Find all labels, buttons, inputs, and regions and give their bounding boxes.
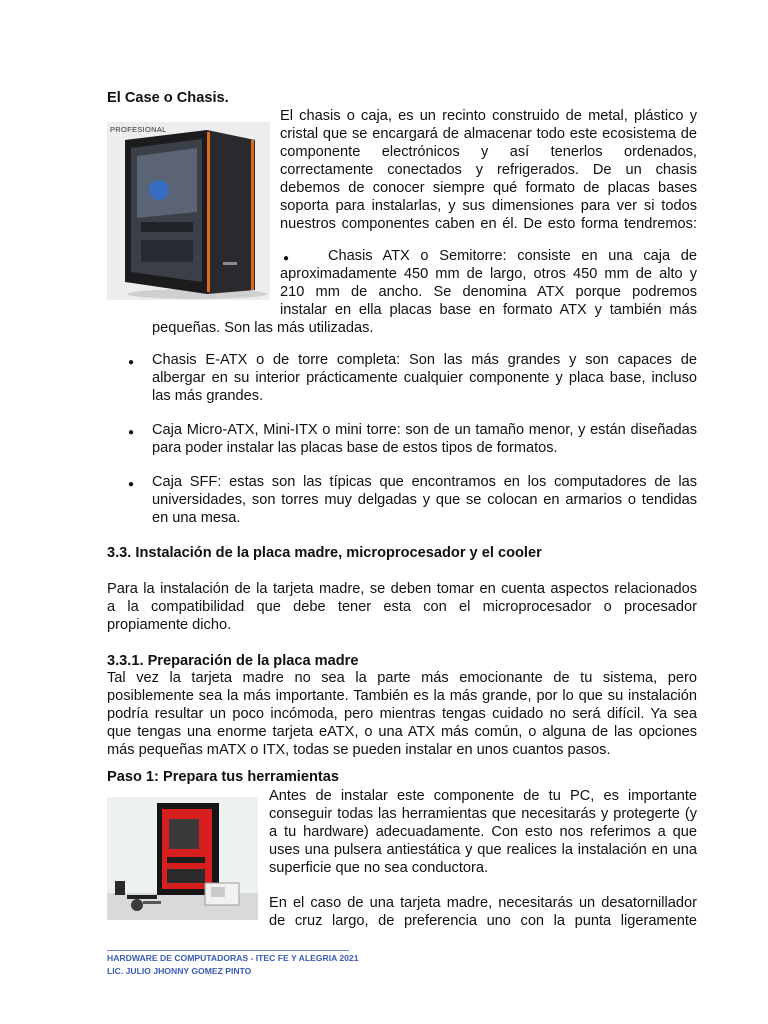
bullet-eatx xyxy=(152,351,697,405)
bullet-dot: ● xyxy=(283,253,290,264)
footer-divider xyxy=(107,950,349,951)
text-line: El chasis o caja, es un recinto construido de metal, plástico y xyxy=(280,108,697,124)
section-3-3-1-paragraph xyxy=(107,669,697,759)
section-3-3-paragraph xyxy=(107,580,697,634)
step-1-paragraph-1 xyxy=(269,787,697,877)
text-line: más pequeñas mATX o ITX, todas se pueden instalar en unos cuantos pasos. xyxy=(107,742,611,758)
case-intro-paragraph xyxy=(280,107,697,233)
text-line: de cruz largo, de preferencia uno con la punta ligeramente xyxy=(269,913,697,929)
text-line: posiblemente sea la más importante. También es la más grande, por lo que su instalación xyxy=(107,688,697,704)
text-line: Chasis E-ATX o de torre completa: Son las más grandes y son capaces de xyxy=(152,352,697,368)
text-line: universidades, son torres muy delgadas y que se colocan en armarios o tendidas xyxy=(152,492,697,508)
text-line: Antes de instalar este componente de tu PC, es importante xyxy=(269,788,697,804)
text-line: Chasis ATX o Semitorre: consiste en una caja de xyxy=(328,248,697,264)
section-title-case: El Case o Chasis. xyxy=(107,90,229,106)
pc-build-tools-image xyxy=(107,797,258,920)
pc-case-illustration xyxy=(107,122,270,300)
section-title-3-3-1: 3.3.1. Preparación de la placa madre xyxy=(107,653,359,669)
bullet-dot: ● xyxy=(128,357,135,368)
text-line: para poder instalar las placas base de estos tipos de formatos. xyxy=(152,440,558,456)
step-1-title: Paso 1: Prepara tus herramientas xyxy=(107,769,339,785)
text-line: propiamente dicho. xyxy=(107,617,232,633)
text-line: pequeñas. Son las más utilizadas. xyxy=(152,320,374,336)
step-1-paragraph-2 xyxy=(269,894,697,930)
bullet-sff xyxy=(152,473,697,527)
text-line: Para la instalación de la tarjeta madre, se deben tomar en cuenta aspectos relacionados xyxy=(107,581,697,597)
bullet-atx xyxy=(280,247,697,319)
text-line: las más grandes. xyxy=(152,388,264,404)
text-line: aproximadamente 450 mm de largo, otros 450 mm de alto y xyxy=(280,266,697,282)
text-line: uses una pulsera antiestática y que realices la instalación en una xyxy=(269,842,697,858)
text-line: cristal que se encargará de almacenar todo este ecosistema de xyxy=(280,126,697,142)
text-line: que tengas una enorme tarjeta eATX, o una ATX más común, o alguna de las opciones xyxy=(107,724,697,740)
text-line: albergar en su interior prácticamente cualquier componente y placa base, incluso xyxy=(152,370,697,386)
footer-author: LIC. JULIO JHONNY GOMEZ PINTO xyxy=(107,966,252,976)
text-line: podría resultar un poco incómoda, pero mientras tengas cuidado no será difícil. Ya sea xyxy=(107,706,697,722)
bullet-microatx xyxy=(152,421,697,457)
text-line: Caja SFF: estas son las típicas que encontramos en los computadores de las xyxy=(152,474,697,490)
pc-case-image xyxy=(107,122,270,300)
text-line: Tal vez la tarjeta madre no sea la parte más emocionante de tu sistema, pero xyxy=(107,670,697,686)
text-line: conseguir todas las herramientas que necesitarás y protegerte (y xyxy=(269,806,697,822)
text-line: nuestros componentes caben en él. De esto forma tendremos: xyxy=(280,216,697,232)
bullet-dot: ● xyxy=(128,479,135,490)
text-line: a tu hardware) adecuadamente. Con esto nos referimos a que xyxy=(269,824,697,840)
text-line: Caja Micro-ATX, Mini-ITX o mini torre: son de un tamaño menor, y están diseñadas xyxy=(152,422,697,438)
text-line: 210 mm de ancho. Se denomina ATX porque podremos xyxy=(280,284,697,300)
text-line: correctamente conectados y refrigerados. De un chasis xyxy=(280,162,697,178)
footer-course: HARDWARE DE COMPUTADORAS - ITEC FE Y ALEGRIA 2021 xyxy=(107,953,359,963)
text-line: debemos de conocer siempre qué formato de placas bases xyxy=(280,180,697,196)
text-line: en una mesa. xyxy=(152,510,241,526)
text-line: superficie que no sea conductora. xyxy=(269,860,489,876)
text-line: instalar en ella placas base en formato ATX y también más xyxy=(280,302,697,318)
pc-build-illustration xyxy=(107,797,258,920)
text-line: soporta para instalarlas, y sus dimensiones para ver si todos xyxy=(280,198,697,214)
image-watermark-logo: PROFESIONAL xyxy=(110,125,167,134)
bullet-dot: ● xyxy=(128,427,135,438)
section-title-3-3: 3.3. Instalación de la placa madre, microprocesador y el cooler xyxy=(107,545,542,561)
text-line: a la compatibilidad que debe tener esta con el microprocesador o procesador xyxy=(107,599,697,615)
text-line: En el caso de una tarjeta madre, necesitarás un desatornillador xyxy=(269,895,697,911)
text-line: componente electrónicos y así tenerlos ordenados, xyxy=(280,144,697,160)
